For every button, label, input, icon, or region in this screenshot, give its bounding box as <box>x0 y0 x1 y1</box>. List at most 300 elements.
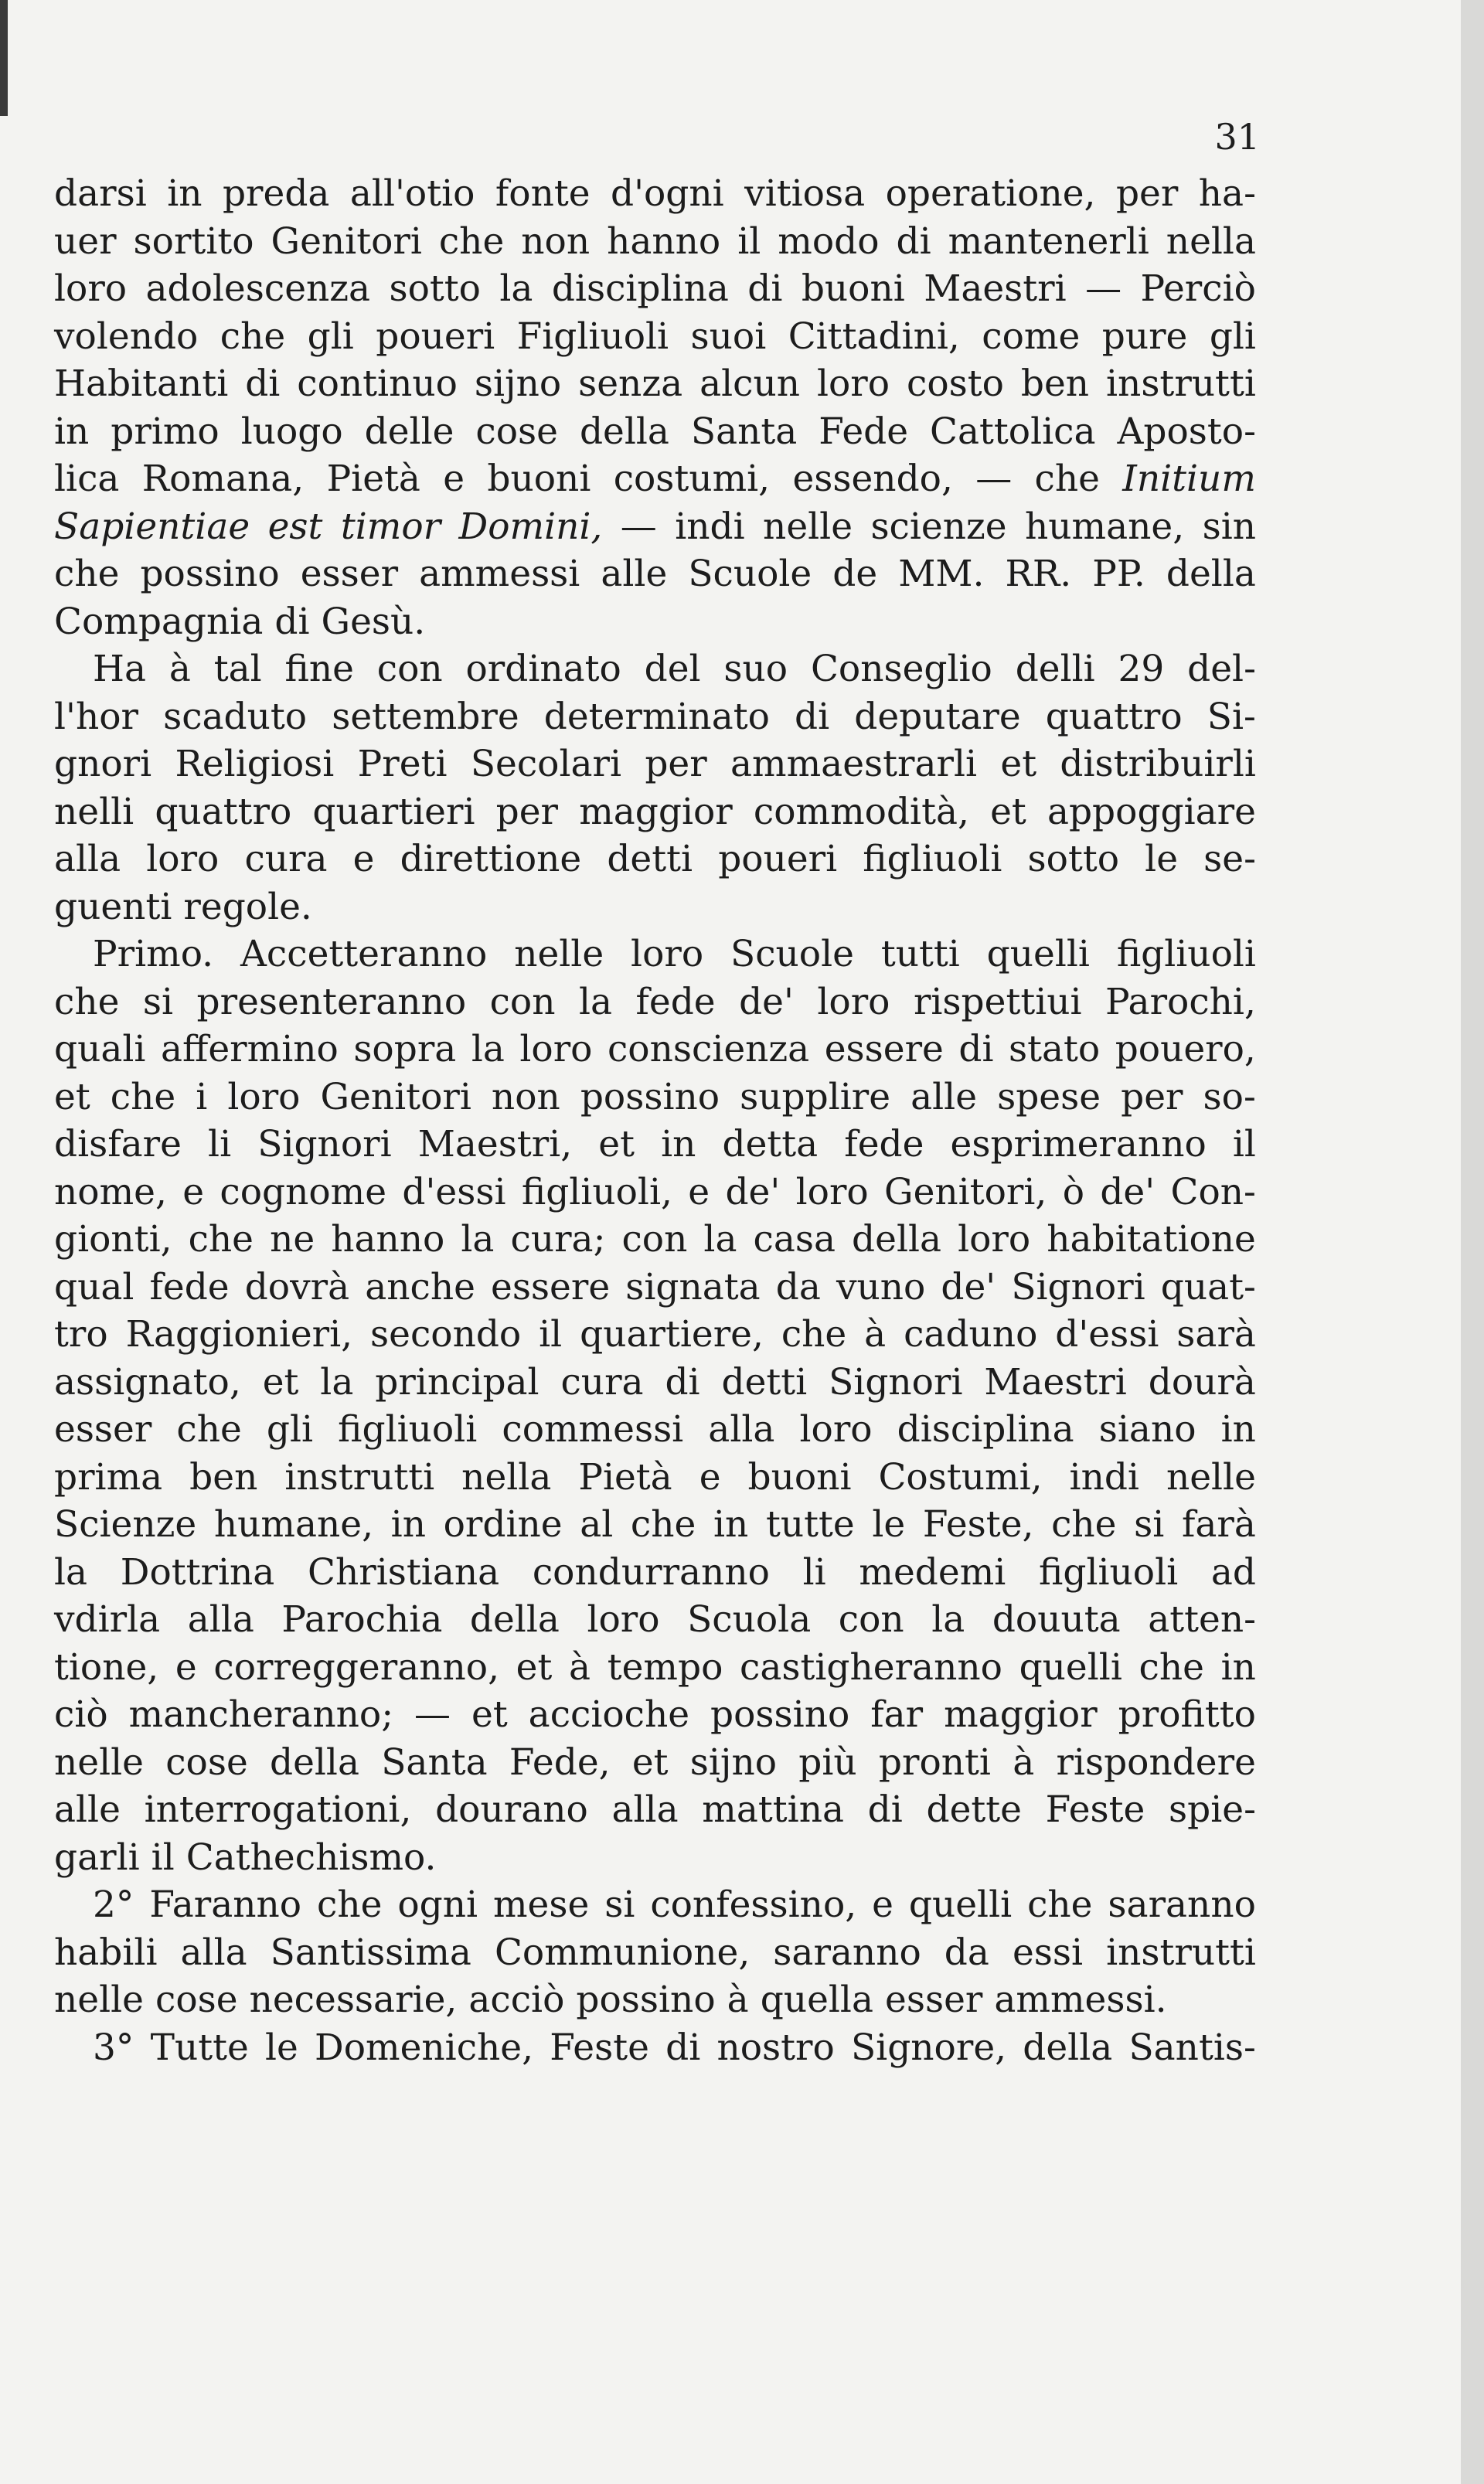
text-word: che <box>317 1883 383 1926</box>
text-word: di <box>795 695 830 738</box>
text-line <box>54 740 1256 788</box>
text-line <box>54 883 1256 931</box>
text-word: cose <box>155 1979 238 2021</box>
text-word: far <box>870 1693 924 1736</box>
body-text <box>54 170 1256 2071</box>
text-word: pouero, <box>1115 1028 1256 1070</box>
text-word: nelle <box>54 1979 144 2021</box>
text-word: quat- <box>1160 1265 1256 1308</box>
text-word: più <box>798 1741 857 1784</box>
text-word: gli <box>1209 315 1256 358</box>
text-word: de <box>832 553 878 595</box>
text-word: conscienza <box>607 1028 810 1070</box>
text-word: dourano <box>435 1788 588 1831</box>
text-word: sijno <box>474 362 562 405</box>
text-word: signata <box>625 1265 761 1308</box>
text-word: alle <box>910 1075 978 1118</box>
text-word: Signori <box>257 1123 392 1165</box>
text-word: nelle <box>763 505 853 548</box>
text-word: indi <box>675 505 745 548</box>
text-word: fede <box>149 1265 230 1308</box>
text-line <box>54 1074 1256 1121</box>
text-word: operatione, <box>885 172 1096 215</box>
text-word: scaduto <box>163 695 308 738</box>
text-word: della <box>579 410 669 453</box>
text-word: de' <box>1100 1170 1156 1213</box>
text-line <box>54 1786 1256 1834</box>
text-word: nelli <box>54 790 134 833</box>
text-word: con <box>489 980 556 1023</box>
text-word: d'essi <box>1055 1313 1159 1356</box>
text-word: assignato, <box>54 1360 241 1404</box>
text-word: deputare <box>854 695 1021 738</box>
text-word: Gesù. <box>321 600 426 643</box>
text-word: saranno <box>1108 1883 1256 1926</box>
text-word: che <box>54 980 120 1023</box>
text-word: figliuoli <box>1039 1550 1179 1594</box>
text-word: d'essi <box>402 1170 506 1213</box>
text-word: habitatione <box>1047 1218 1256 1261</box>
text-word: tutti <box>880 933 960 975</box>
text-word: darsi <box>54 172 147 215</box>
text-word: maggior <box>579 790 733 833</box>
text-word: delli <box>1015 648 1095 690</box>
text-word: Perciò <box>1140 267 1256 310</box>
text-word: Sapientiae <box>54 505 250 548</box>
text-word: regole. <box>183 885 312 928</box>
text-word: douuta <box>992 1598 1121 1641</box>
text-word: Aposto- <box>1117 410 1256 453</box>
text-word: che <box>176 1408 242 1451</box>
text-word: de' <box>941 1265 996 1308</box>
text-word: che <box>188 1218 254 1261</box>
text-word: Santa <box>381 1741 488 1784</box>
text-word: suoi <box>690 315 767 358</box>
text-word: loro <box>227 1075 301 1118</box>
text-word: quartieri <box>312 790 475 833</box>
text-word: Santis- <box>1128 2026 1256 2069</box>
text-word: ammessi. <box>994 1979 1167 2021</box>
text-word: costo <box>907 362 1004 405</box>
text-word: Habitanti <box>54 362 229 405</box>
scan-edge-shadow <box>0 0 8 116</box>
text-line <box>54 360 1256 408</box>
text-word: di <box>958 1028 994 1070</box>
text-word: disciplina <box>551 267 729 310</box>
text-word: e <box>699 1455 721 1499</box>
text-word: Initium <box>1122 458 1256 500</box>
text-word: et <box>471 1693 508 1736</box>
text-word: primo <box>111 410 220 453</box>
text-word: le <box>265 2026 298 2069</box>
text-word: per <box>645 743 707 785</box>
text-word: come <box>982 315 1081 358</box>
text-word: e <box>175 1645 197 1689</box>
text-line <box>54 1976 1256 2024</box>
text-word: lica <box>54 458 120 500</box>
text-word: et <box>598 1123 635 1165</box>
text-line <box>54 503 1256 551</box>
text-word: e <box>182 1170 205 1213</box>
text-word: ha- <box>1198 172 1256 215</box>
text-word: loro <box>54 267 128 310</box>
text-word: sortito <box>133 219 254 263</box>
text-word: di <box>665 2026 701 2069</box>
text-word: quella <box>760 1979 873 2021</box>
text-word: 2° <box>93 1883 134 1926</box>
text-word: Ha <box>93 648 147 690</box>
text-word: Costumi, <box>878 1455 1043 1499</box>
text-word: tione, <box>54 1645 159 1689</box>
text-word: Maestri <box>924 267 1067 310</box>
text-word: est <box>267 505 323 548</box>
text-word: alla <box>187 1598 254 1641</box>
text-word: esprimeranno <box>950 1123 1207 1165</box>
text-line <box>54 1264 1256 1312</box>
text-word: guenti <box>54 885 172 928</box>
text-word: essere <box>824 1028 944 1070</box>
text-word: di <box>274 600 310 643</box>
text-word: casa <box>753 1218 836 1261</box>
text-word: humane, <box>1025 505 1185 548</box>
text-line <box>54 598 1256 646</box>
text-word: anche <box>365 1265 475 1308</box>
text-word: instrutti <box>1106 362 1256 405</box>
text-word: quelli <box>908 1883 1013 1926</box>
text-word: Figliuoli <box>516 315 669 358</box>
text-word: esser <box>300 553 399 595</box>
text-word: che <box>220 315 286 358</box>
text-word: dovrà <box>244 1265 350 1308</box>
text-line <box>54 1881 1256 1929</box>
text-word: gionti, <box>54 1218 172 1261</box>
text-word: figliuoli <box>1116 933 1256 975</box>
text-word: della <box>469 1598 560 1641</box>
text-word: in <box>661 1123 696 1165</box>
text-word: Si- <box>1207 695 1256 738</box>
text-word: ad <box>1210 1550 1256 1594</box>
text-word: da <box>775 1265 821 1308</box>
text-word: nome, <box>54 1170 167 1213</box>
text-word: buoni <box>801 267 905 310</box>
text-word: delle <box>364 410 454 453</box>
text-word: alla <box>54 838 121 880</box>
text-word: poueri <box>376 315 495 358</box>
text-line <box>54 550 1256 598</box>
text-word: sarà <box>1176 1313 1256 1356</box>
text-word: modo <box>778 219 880 263</box>
text-word: in <box>713 1503 749 1546</box>
text-line <box>54 978 1256 1026</box>
text-word: d'ogni <box>611 172 724 215</box>
text-word: al <box>580 1503 614 1546</box>
text-word: Faranno <box>149 1883 302 1926</box>
text-word: ammaestrarli <box>730 743 978 785</box>
text-word: et <box>262 1360 299 1404</box>
text-line <box>54 1739 1256 1787</box>
text-word: quelli <box>1019 1645 1122 1689</box>
text-word: adolescenza <box>145 267 371 310</box>
text-word: e <box>352 838 375 880</box>
text-word: nostro <box>716 2026 835 2069</box>
text-word: hanno <box>331 1218 445 1261</box>
text-word: ne <box>270 1218 315 1261</box>
text-line <box>54 1549 1256 1597</box>
text-word: alla <box>708 1408 775 1451</box>
text-word: et <box>631 1741 669 1784</box>
text-word: della <box>270 1741 359 1784</box>
text-word: loro <box>816 362 890 405</box>
text-word: essi <box>1012 1931 1084 1974</box>
text-word: cura <box>560 1360 644 1404</box>
text-word: à <box>569 1645 591 1689</box>
text-word: Scuole <box>730 933 854 975</box>
text-word: possino <box>580 1075 720 1118</box>
text-word: Signore, <box>850 2026 1007 2069</box>
text-word: hanno <box>607 219 721 263</box>
text-word: de' <box>739 980 794 1023</box>
text-word: Signori <box>1011 1265 1145 1308</box>
text-line <box>54 1929 1256 1977</box>
text-word: Parochia <box>281 1598 443 1641</box>
text-word: possino <box>140 553 280 595</box>
text-word: le <box>1145 838 1179 880</box>
text-word: appoggiare <box>1047 790 1256 833</box>
text-word: et <box>1000 743 1037 785</box>
text-word: settembre <box>332 695 519 738</box>
text-word: che <box>438 219 505 263</box>
text-word: et <box>516 1645 553 1689</box>
text-word: Feste, <box>922 1503 1034 1546</box>
text-line <box>54 1216 1256 1264</box>
text-word: dourà <box>1148 1360 1256 1404</box>
text-word: se- <box>1203 838 1256 880</box>
text-word: — <box>414 1693 451 1736</box>
text-word: Pietà <box>578 1455 672 1499</box>
text-word: della <box>1166 553 1256 595</box>
text-word: che <box>1034 458 1100 500</box>
text-word: Domini, <box>458 505 603 548</box>
text-word: cose <box>165 1741 248 1784</box>
text-line <box>54 408 1256 456</box>
text-line <box>54 313 1256 361</box>
text-word: ordinato <box>465 648 621 690</box>
text-word: figliuoli, <box>521 1170 672 1213</box>
text-word: costumi, <box>613 458 771 500</box>
text-word: possino <box>576 1979 716 2021</box>
text-word: — <box>1085 267 1122 310</box>
text-word: distribuirli <box>1060 743 1256 785</box>
text-word: affermino <box>160 1028 339 1070</box>
text-word: della <box>1023 2026 1113 2069</box>
text-word: ordine <box>443 1503 563 1546</box>
text-word: alcun <box>699 362 800 405</box>
text-word: cura; <box>510 1218 606 1261</box>
text-line <box>54 788 1256 836</box>
text-word: Primo. <box>93 933 214 975</box>
text-word: rispondere <box>1056 1741 1256 1784</box>
text-word: la <box>931 1598 965 1641</box>
text-word: il <box>151 1836 175 1879</box>
text-word: non <box>491 1075 560 1118</box>
text-word: figliuoli <box>338 1408 478 1451</box>
text-word: poueri <box>718 838 838 880</box>
text-line <box>54 835 1256 883</box>
text-word: e <box>872 1883 893 1926</box>
text-word: fonte <box>495 172 591 215</box>
text-word: con <box>838 1598 904 1641</box>
text-line <box>54 693 1256 741</box>
text-word: condurranno <box>532 1550 770 1594</box>
text-word: che <box>110 1075 176 1118</box>
text-word: Religiosi <box>175 743 335 785</box>
text-word: la <box>471 1028 505 1070</box>
text-word: farà <box>1181 1503 1256 1546</box>
text-word: vuno <box>836 1265 926 1308</box>
text-line <box>54 1596 1256 1644</box>
text-word: loro <box>146 838 220 880</box>
text-line <box>54 2024 1256 2072</box>
text-word: in <box>167 172 203 215</box>
text-word: à <box>168 648 191 690</box>
text-word: in <box>1220 1408 1256 1451</box>
text-word: Feste <box>550 2026 649 2069</box>
text-word: siano <box>1098 1408 1196 1451</box>
text-word: che <box>54 553 120 595</box>
text-word: di <box>747 267 783 310</box>
text-word: quelli <box>986 933 1090 975</box>
text-word: spese <box>997 1075 1101 1118</box>
text-word: non <box>521 219 591 263</box>
text-word: preda <box>222 172 330 215</box>
text-word: fine <box>284 648 354 690</box>
text-word: RR. <box>1005 553 1072 595</box>
text-word: ben <box>1020 362 1090 405</box>
text-word: saranno <box>773 1931 921 1974</box>
text-word: atten- <box>1148 1598 1256 1641</box>
text-word: li <box>802 1550 826 1594</box>
text-word: i <box>196 1075 208 1118</box>
text-word: nelle <box>1166 1455 1256 1499</box>
text-word: Raggionieri, <box>125 1313 353 1356</box>
text-word: ciò <box>54 1693 108 1736</box>
text-word: Maestri, <box>417 1123 573 1165</box>
text-word: alle <box>601 553 668 595</box>
text-line <box>54 1501 1256 1549</box>
text-word: di <box>245 362 281 405</box>
text-word: fede <box>635 980 716 1023</box>
text-word: Cattolica <box>930 410 1096 453</box>
text-word: alla <box>611 1788 679 1831</box>
text-word: essere <box>491 1265 611 1308</box>
text-word: nelle <box>54 1741 144 1784</box>
text-word: Genitori <box>271 219 422 263</box>
text-word: li <box>208 1123 232 1165</box>
text-word: so- <box>1203 1075 1256 1118</box>
text-word: Con- <box>1170 1170 1256 1213</box>
text-word: vdirla <box>54 1598 161 1641</box>
text-word: Fede, <box>509 1741 611 1784</box>
text-word: sopra <box>353 1028 457 1070</box>
text-word: tutte <box>765 1503 855 1546</box>
text-word: garli <box>54 1836 140 1879</box>
text-word: instrutti <box>1106 1931 1256 1974</box>
text-word: quattro <box>155 790 292 833</box>
text-line <box>54 265 1256 313</box>
text-word: direttione <box>400 838 582 880</box>
text-line <box>54 645 1256 693</box>
text-word: con <box>621 1218 688 1261</box>
text-word: cognome <box>220 1170 387 1213</box>
text-word: che <box>1139 1645 1204 1689</box>
text-word: humane, <box>213 1503 374 1546</box>
text-word: luogo <box>240 410 343 453</box>
text-word: tempo <box>607 1645 723 1689</box>
text-word: accioche <box>528 1693 690 1736</box>
text-word: il <box>1232 1123 1256 1165</box>
text-word: esser <box>54 1408 152 1451</box>
text-word: di <box>665 1360 700 1404</box>
text-word: uer <box>54 219 117 263</box>
text-word: sijno <box>689 1741 778 1784</box>
text-word: instrutti <box>284 1455 435 1499</box>
text-word: la <box>578 980 613 1023</box>
text-word: buoni <box>747 1455 852 1499</box>
text-word: in <box>390 1503 426 1546</box>
text-word: che <box>630 1503 696 1546</box>
text-word: vitiosa <box>744 172 866 215</box>
text-line <box>54 455 1256 503</box>
text-word: confessino, <box>650 1883 857 1926</box>
text-word: Parochi, <box>1105 980 1256 1023</box>
text-word: de' <box>725 1170 781 1213</box>
text-line <box>54 218 1256 266</box>
text-word: scienze <box>870 505 1007 548</box>
text-word: necessarie, <box>249 1979 458 2021</box>
text-word: sotto <box>1027 838 1120 880</box>
text-word: 29 <box>1118 648 1165 690</box>
text-word: Tutte <box>150 2026 249 2069</box>
text-word: nella <box>461 1455 552 1499</box>
text-word: che <box>1027 1883 1093 1926</box>
text-word: Santa <box>690 410 798 453</box>
text-word: secondo <box>370 1313 522 1356</box>
text-word: presenteranno <box>196 980 467 1023</box>
text-word: maggior <box>944 1693 1098 1736</box>
text-word: Scienze <box>54 1503 197 1546</box>
text-word: quali <box>54 1028 146 1070</box>
text-word: caduno <box>904 1313 1038 1356</box>
text-word: 3° <box>93 2026 134 2069</box>
text-word: con <box>376 648 443 690</box>
text-word: per <box>1115 172 1179 215</box>
text-word: Preti <box>357 743 448 785</box>
text-word: commodità, <box>753 790 969 833</box>
text-word: Christiana <box>308 1550 500 1594</box>
text-word: stato <box>1008 1028 1101 1070</box>
text-word: si <box>142 980 174 1023</box>
text-word: che <box>1051 1503 1117 1546</box>
text-word: à <box>727 1979 749 2021</box>
text-word: di <box>896 219 931 263</box>
text-word: nella <box>1166 219 1256 263</box>
text-word: possino <box>710 1693 850 1736</box>
text-word: quattro <box>1045 695 1183 738</box>
text-word: l'hor <box>54 695 138 738</box>
text-word: Signori <box>829 1360 963 1404</box>
text-word: interrogationi, <box>144 1788 412 1831</box>
text-word: — <box>620 505 657 548</box>
